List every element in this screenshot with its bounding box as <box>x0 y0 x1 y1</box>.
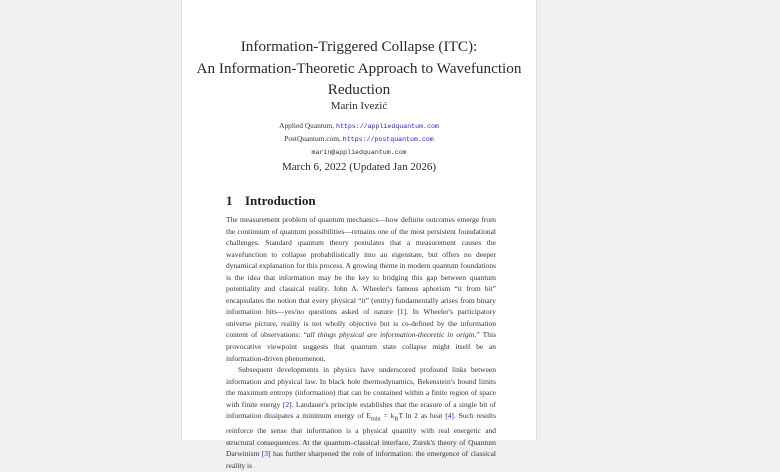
text-run: has further sharpened the role of information: the emergence of classical reality is <box>226 449 496 470</box>
affiliation-org: PostQuantum.com, <box>284 134 343 143</box>
citation-link[interactable]: [2] <box>282 399 292 409</box>
subscript: min <box>370 415 381 423</box>
affiliation-1 <box>182 121 536 130</box>
affiliation-link[interactable]: https://appliedquantum.com <box>335 123 439 130</box>
subscript: B <box>394 415 399 423</box>
affiliation-2 <box>182 134 536 143</box>
body-text <box>226 214 496 472</box>
section-number: 1 <box>226 193 233 208</box>
title-line-2: An Information-Theoretic Approach to Wavefunction <box>196 59 522 77</box>
text-run: = k <box>380 411 395 421</box>
text-run: . In Wheeler's participatory universe picture, reality is not wholly objective but is co-defined by the information content of observations: “ <box>226 307 496 340</box>
text-run: T ln 2 as heat <box>398 411 446 421</box>
citation-link[interactable]: [1] <box>397 307 407 317</box>
text-run: . Such results reinforce the sense that information is a physical quantity with real energetic and structural consequences. At the quantum–classical interface, Zurek's theory of Quantum Darwinism <box>226 411 496 459</box>
title-line-1: Information-Triggered Collapse (ITC): <box>240 38 478 55</box>
citation-link[interactable]: [4] <box>445 411 454 421</box>
section-title: Introduction <box>245 193 316 208</box>
paper-title <box>182 36 536 101</box>
paragraph-1 <box>226 214 496 364</box>
wheeler-quote: all things physical are information-theoretic in origin. <box>306 330 477 340</box>
paragraph-2 <box>226 364 496 471</box>
author-name: Marin Ivezić <box>330 100 388 112</box>
text-run: The measurement problem of quantum mechanics—how definite outcomes emerge from the continuum of quantum possibilities—remains one of the most persistent foundational challenges. Standard quantum theory postulates that a measurement causes the wavefunction to collapse probabilistically into an eigenstate, but offers no deeper dynamical explanation for this process. A growing theme in modern quantum foundations is the idea that information may be the key to bridging this gap between quantum potentiality and classical reality. John A. Wheeler's famous aphorism “it from bit” encapsulates the notion that every physical “it” (entity) fundamentally arises from binary information bits—yes/no questions asked of nature <box>226 215 496 317</box>
text-run: ” This provocative viewpoint suggests that quantum state collapse might itself be an information-driven phenomenon. <box>226 330 496 363</box>
text-run: . Landauer's principle establishes that the erasure of a single bit of information dissipates a minimum energy of E <box>226 399 496 421</box>
document-page <box>181 0 537 470</box>
citation-link[interactable]: [3] <box>261 449 271 459</box>
email-text: marin@appliedquantum.com <box>311 149 407 156</box>
author-email <box>182 147 536 156</box>
affiliation-link[interactable]: https://postquantum.com <box>342 136 434 143</box>
affiliation-org: Applied Quantum, <box>279 121 336 130</box>
section-heading <box>226 193 316 209</box>
text-run: Subsequent developments in physics have underscored profound links between information and physical law. In black hole thermodynamics, Bekenstein's bound limits the maximum entropy (information) that can be contained within a finite region of space with finite energy <box>226 365 496 409</box>
title-line-3: Reduction <box>327 81 391 98</box>
paper-date: March 6, 2022 (Updated Jan 2026) <box>282 161 436 173</box>
